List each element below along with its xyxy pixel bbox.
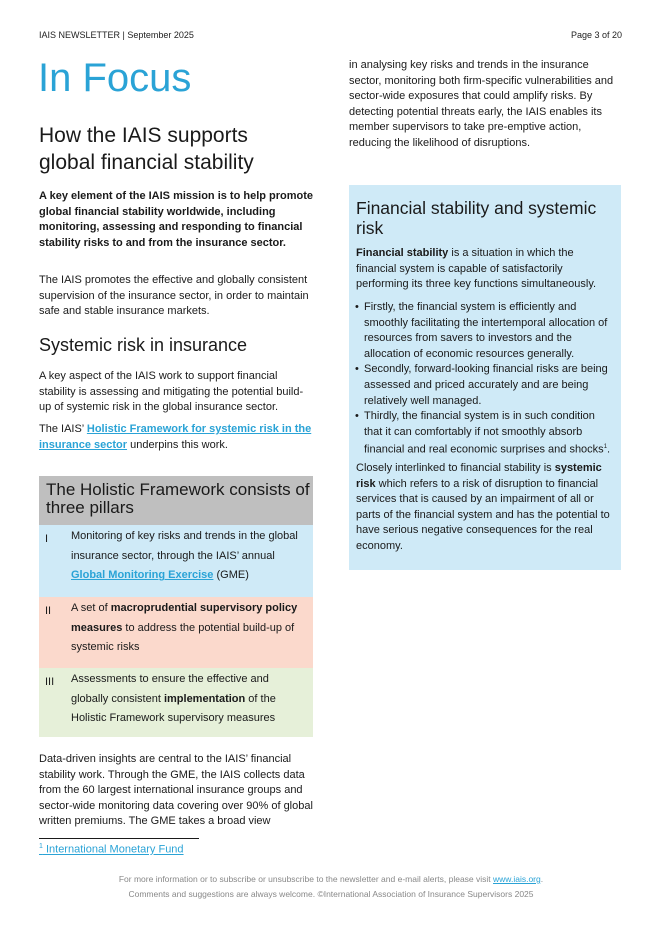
sidebar-systemic-risk: Closely interlinked to financial stability is systemic risk which refers to a risk of disruption to financial services that is caused by an impairment of all or parts of the financial system and has the potential to have serious negative consequences for the real economy. (356, 462, 610, 552)
footnote-marker: 1 (603, 444, 608, 451)
gme-paragraph: Data-driven insights are central to the IAIS’ financial stability work. Through the GME, the IAIS collects data from the 60 largest international insurance groups and sector-wide monitoring data covering over 90% of global written premiums. The GME takes a broad view (39, 753, 313, 828)
pillar-text: Assessments to ensure the effective and globally consistent implementation of the Holistic Framework supervisory measures (71, 673, 276, 725)
list-item: • Firstly, the financial system is efficiently and smoothly facilitating the intertemporal allocation of resources from savers to investors and the allocation of economic resources generally. (355, 301, 608, 360)
article-intro: The IAIS promotes the effective and globally consistent supervision of the insurance sector, in order to maintain safe and stable insurance markets. (39, 274, 309, 318)
list-item: • Secondly, forward-looking financial risks are being assessed and priced accurately and are being relatively well managed. (355, 363, 608, 407)
sidebar-bullet-list (355, 300, 615, 459)
pillar-item-2 (39, 597, 313, 668)
financial-stability-sidebar (349, 185, 621, 570)
pillars-box-title: The Holistic Framework consists of three pillars (46, 480, 310, 517)
pillar-item-3 (39, 668, 313, 737)
pillar-text: Monitoring of key risks and trends in the global insurance sector, through the IAIS’ annual Global Monitoring Exercise (GME) (71, 530, 298, 582)
systemic-risk-paragraph: A key aspect of the IAIS work to support financial stability is assessing and mitigating the potential build-up of systemic risk in the global insurance sector. (39, 370, 304, 414)
global-monitoring-exercise-link[interactable]: Global Monitoring Exercise (71, 569, 214, 582)
pillars-box-header (39, 476, 313, 525)
article-lead: A key element of the IAIS mission is to help promote global financial stability worldwide, including monitoring, assessing and responding to financial stability risks to and from the insurance sector. (39, 190, 314, 249)
holistic-framework-paragraph: The IAIS’ Holistic Framework for systemic risk in the insurance sector underpins this work. (39, 423, 312, 451)
sidebar-title: Financial stability and systemic risk (356, 198, 597, 238)
holistic-framework-link[interactable]: Holistic Framework for systemic risk in the insurance sector (39, 423, 312, 451)
pillar-number: I (45, 533, 49, 545)
iais-website-link[interactable]: www.iais.org (493, 874, 541, 884)
footer-subscribe-line: For more information or to subscribe or unsubscribe to the newsletter and e-mail alerts, please visit www.iais.org. (118, 874, 544, 884)
page-number: Page 3 of 20 (570, 30, 622, 40)
footnote-divider (39, 838, 199, 839)
gme-paragraph-continued: in analysing key risks and trends in the insurance sector, monitoring both firm-specific vulnerabilities and sector-wide exposures that could amplify risks. By detecting potential threats early, the IAIS enables its member supervisors to take pre-emptive action, reducing the likelihood of disruptions. (349, 59, 614, 149)
pillar-number: III (45, 676, 55, 688)
list-item: • Thirdly, the financial system is in such condition that it can comfortably if not smoothly absorb financial and real economic surprises and shocks$^1$. (355, 410, 611, 456)
pillar-item-1 (39, 525, 313, 597)
sidebar-definition: Financial stability is a situation in which the financial system is capable of satisfactorily performing its three key functions simultaneously. (356, 247, 597, 291)
pillar-text: A set of macroprudential supervisory policy measures to address the potential build-up of systemic risks (71, 602, 298, 654)
footer-copyright: Comments and suggestions are always welcome. ©International Association of Insurance Supervisors 2025 (128, 889, 534, 899)
sub-heading: Systemic risk in insurance (39, 335, 248, 355)
pillar-number: II (45, 605, 52, 617)
article-title: How the IAIS supports global financial stability (39, 124, 254, 174)
footnote-imf-link[interactable]: $^1$ International Monetary Fund (39, 843, 184, 856)
section-title: In Focus (38, 56, 192, 100)
newsletter-header: IAIS NEWSLETTER | September 2025 (39, 30, 194, 40)
